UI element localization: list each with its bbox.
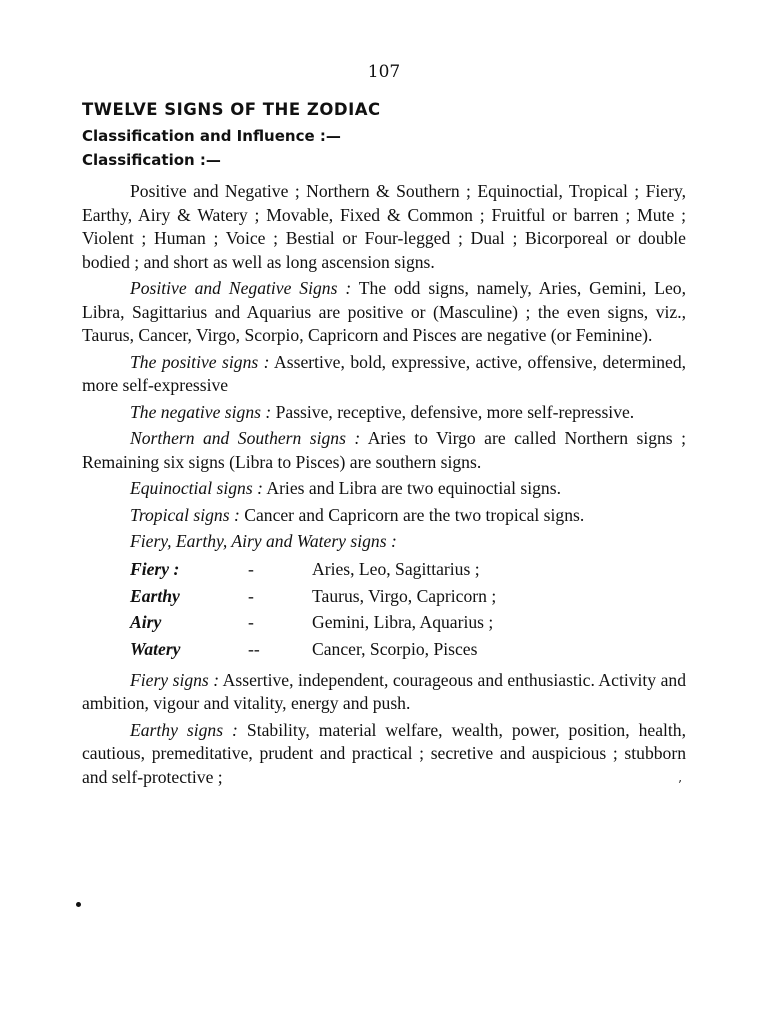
element-name: Airy [130, 612, 162, 632]
elements-table [130, 557, 496, 663]
table-row [130, 636, 496, 663]
element-dash: -- [248, 638, 260, 659]
heading-block [82, 100, 692, 175]
element-name: Earthy [130, 585, 180, 606]
elements-heading: Fiery, Earthy, Airy and Watery signs : [130, 531, 397, 551]
paragraph-positive-negative: Positive and Negative Signs : The odd signs, namely, Aries, Gemini, Leo, Libra, Sagittarius and Aquarius are positive or (Masculine) ; the even signs, viz., Taurus, Cancer, Virgo, Scorpio, Capricorn and Pisces are negative (or Feminine). [82, 278, 686, 345]
paragraph-positive-signs: The positive signs : Assertive, bold, expressive, active, offensive, determined, more self-expressive [82, 351, 687, 395]
chapter-title: TWELVE SIGNS OF THE ZODIAC [82, 100, 381, 119]
element-signs: Cancer, Scorpio, Pisces [312, 638, 478, 659]
paragraph-northern-southern: Northern and Southern signs : Aries to Virgo are called Northern signs ; Remaining six signs (Libra to Pisces) are southern signs. [82, 428, 686, 472]
section-heading: Classification and Influence :— [82, 127, 341, 145]
paragraph-negative-signs: The negative signs : Passive, receptive, defensive, more self-repressive. [130, 401, 635, 422]
element-dash: - [248, 585, 254, 606]
body-text [82, 180, 686, 792]
element-signs: Aries, Leo, Sagittarius ; [312, 559, 480, 579]
paragraph-tropical: Tropical signs : Cancer and Capricorn are the two tropical signs. [130, 504, 585, 525]
paragraph-earthy-signs: Earthy signs : Stability, material welfare, wealth, power, position, health, cautious, premeditative, prudent and practical ; secretive and auspicious ; stubborn and self-protective ; [82, 719, 686, 787]
element-signs: Gemini, Libra, Aquarius ; [312, 612, 494, 632]
margin-mark: ’ [678, 778, 682, 792]
element-name: Fiery : [130, 559, 180, 579]
page-number: 107 [367, 62, 401, 82]
paragraph-classification: Positive and Negative ; Northern & Southern ; Equinoctial, Tropical ; Fiery, Earthy, Airy & Watery ; Movable, Fixed & Common ; Fruitful or barren ; Mute ; Violent ; Human ; Voice ; Bestial or Four-legged ; Dual ; Bicorporeal or double bodied ; and short as well as long ascension signs. [82, 181, 686, 272]
table-row [130, 610, 496, 637]
element-name: Watery [130, 638, 181, 659]
subsection-heading: Classification :— [82, 151, 221, 169]
element-dash: - [248, 559, 254, 579]
margin-dot [76, 902, 81, 907]
paragraph-fiery-signs: Fiery signs : Assertive, independent, courageous and enthusiastic. Activity and ambition, vigour and vitality, energy and push. [82, 669, 686, 713]
element-signs: Taurus, Virgo, Capricorn ; [312, 585, 497, 606]
paragraph-equinoctial: Equinoctial signs : Aries and Libra are two equinoctial signs. [130, 478, 561, 498]
table-row [130, 557, 496, 584]
table-row [130, 583, 496, 610]
element-dash: - [248, 612, 254, 632]
